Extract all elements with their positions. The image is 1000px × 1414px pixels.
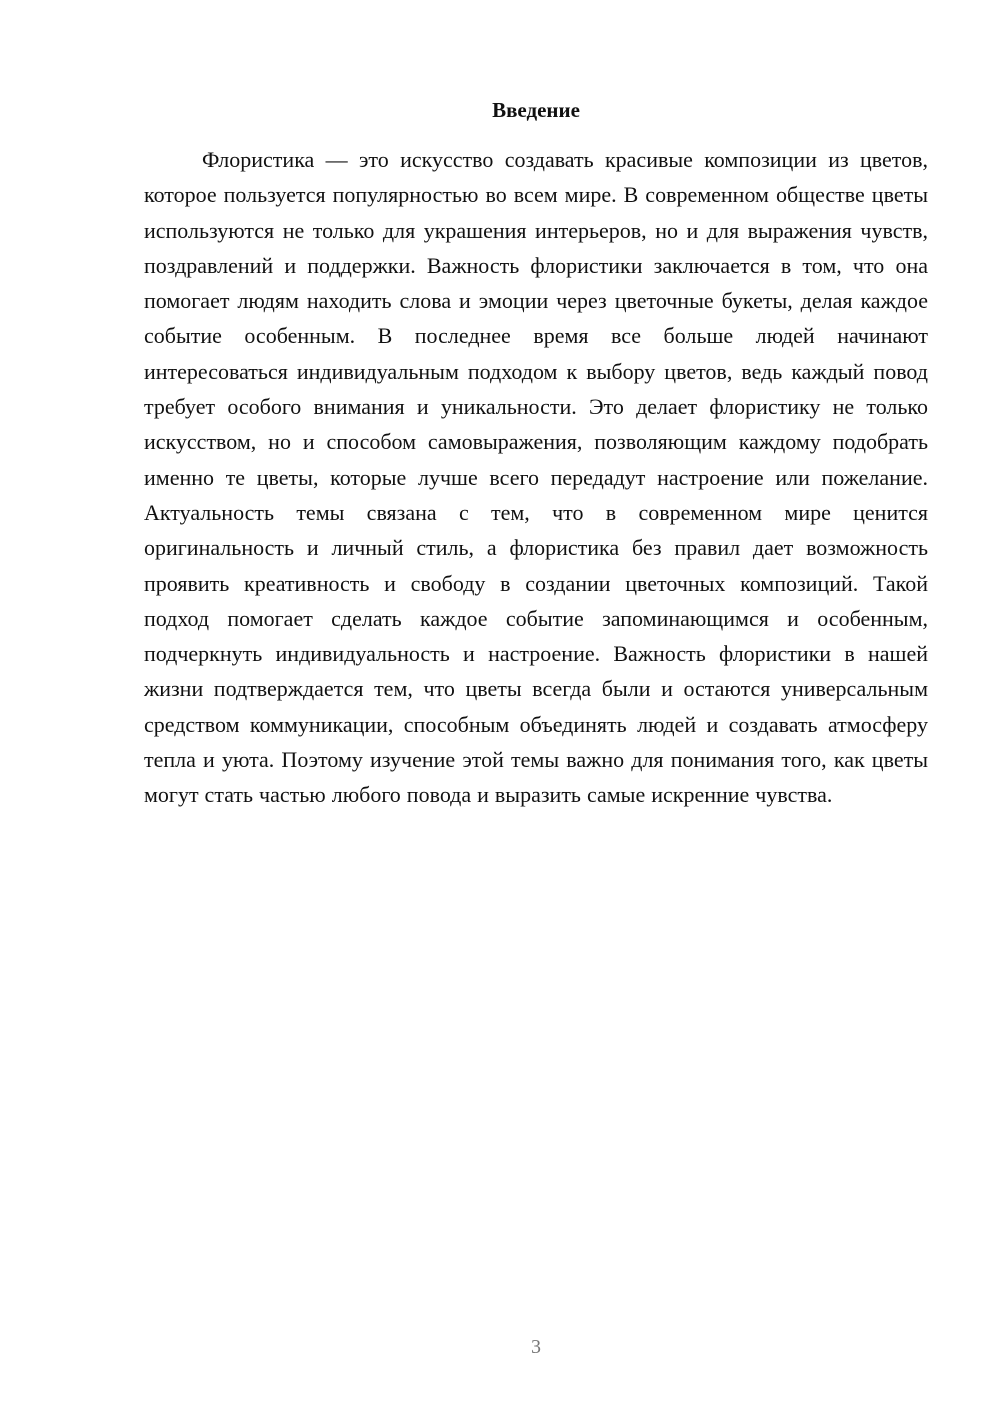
- body-paragraph: Флористика — это искусство создавать красивые композиции из цветов, которое пользуется популярностью во всем мире. В современном обществе цветы используются не только для украшения интерьеров, но и для выражения чувств, поздравлений и поддержки. Важность флористики заключается в том, что она помогает людям находить слова и эмоции через цветочные букеты, делая каждое событие особенным. В последнее время все больше людей начинают интересоваться индивидуальным подходом к выбору цветов, ведь каждый повод требует особого внимания и уникальности. Это делает флористику не только искусством, но и способом самовыражения, позволяющим каждому подобрать именно те цветы, которые лучше всего передадут настроение или пожелание. Актуальность темы связана с тем, что в современном мире ценится оригинальность и личный стиль, а флористика без правил дает возможность проявить креативность и свободу в создании цветочных композиций. Такой подход помогает сделать каждое событие запоминающимся и особенным, подчеркнуть индивидуальность и настроение. Важность флористики в нашей жизни подтверждается тем, что цветы всегда были и остаются универсальным средством коммуникации, способным объединять людей и создавать атмосферу тепла и уюта. Поэтому изучение этой темы важно для понимания того, как цветы могут стать частью любого повода и выразить самые искренние чувства.: [144, 147, 928, 808]
- page-number: 3: [531, 1336, 541, 1358]
- section-heading: Введение: [492, 98, 580, 122]
